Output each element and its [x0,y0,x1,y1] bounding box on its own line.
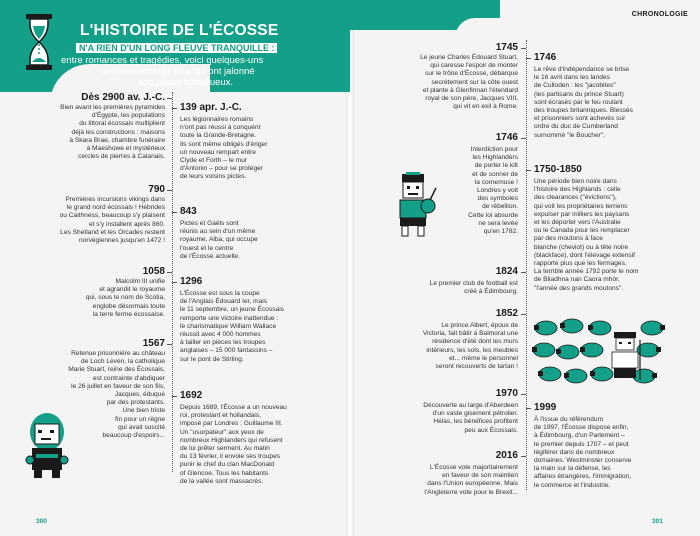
event-text: Pictes et Gaëls sont réunis au sein d'un même royaume, Alba, qui occupe l'ouest et le centre de l'Écosse actuelle. [180,220,258,260]
timeline-tick [521,272,526,273]
event-text: Le prince Albert, époux de Victoria, fait bâtir à Balmoral une résidence d'été dont les murs intérieurs, les sols, les meubles et... même le personnel seront recouverts de tartan ! [422,322,518,371]
timeline-tick [526,170,531,171]
page-number-left: 300 [36,518,47,525]
event-text: Découverte au large d'Aberdeen d'un vaste gisement pétrolier. Hélas, les bénéfices profitent peu aux Écossais. [423,402,518,434]
highlander-piper-figure [388,172,438,238]
event-year: 1746 [495,132,518,143]
timeline-tick [167,98,172,99]
event-text: Bien avant les premières pyramides d'Égypte, les populations du littoral écossais multiplient déjà les constructions : maisons à Skara Brae, chambre funéraire à Maeshowe et mystérieux cercles de pierres à Calanais. [60,104,165,161]
timeline-tick [521,314,526,315]
event-year: 1745 [495,42,518,53]
event-text: Le jeune Charles Édouard Stuart, qui caresse l'espoir de monter sur le trône d'Écosse, débarque secrètement sur la côte ouest et plante à Glenfinnan l'étendard royal de son père, Jacques VIII, qui vit en exil à Rome. [420,54,518,111]
timeline-tick [521,48,526,49]
timeline-axis-right [526,40,527,490]
timeline-tick [167,190,172,191]
subtitle-line-2: entre romances et tragédies, voici quelques-uns [61,55,264,66]
event-year: 1999 [534,402,557,413]
event-text: Premières incursions vikings dans le grand nord écossais ! Hébrides ou Caithness, beaucoup s'y plaisent et s'y installent après 860. Les Shetland et les Orcades restent norvégiennes jusqu'en 1472 ! [59,196,165,245]
timeline-tick [526,408,531,409]
event-year: 790 [148,184,165,195]
timeline-tick [172,212,177,213]
event-year: 843 [180,206,197,217]
event-text: Interdiction pour les Highlanders de porter le kilt et de sonner de la cornemuse ! Londres y voit des symboles de rébellion. Cette loi absurde ne sera levée qu'en 1782. [468,146,518,236]
event-text: Depuis 1689, l'Écosse a un nouveau roi, protestant et hollandais, imposé par Londres : Guillaume III. Un "usurpateur" aux yeux de nombreux Highlanders qui refusent de lui prêter serment. Au matin du 13 février, il envoie ses troupes punir le chef du clan MacDonald of Glencoe. Tous les habitants de la vallée sont massacrés. [180,404,287,485]
subtitle-line-1: N'A RIEN D'UN LONG FLEUVE TRANQUILLE : [76,43,277,53]
sheep-flock-figure [532,318,667,398]
timeline-tick [521,138,526,139]
event-year: 1058 [142,266,165,277]
event-year: 2016 [495,450,518,461]
event-year: 1746 [534,52,557,63]
event-text: Les légionnaires romains n'ont pas réussi à conquérir toute la Grande-Bretagne. Ils sont même obligés d'ériger un nouveau rempart entre Clyde et Forth – le mur d'Antonin – pour se protéger de leurs voisins pictes. [180,116,268,181]
page-number-right: 301 [652,518,663,525]
subtitle-line-4: son passé tumultueux. [138,77,234,88]
marie-stuart-figure [22,410,72,480]
event-text: Retenue prisonnière au château de Loch Leven, la catholique Marie Stuart, reine des Écossais, est contrainte d'abdiquer le 26 juillet en faveur de son fils, Jacques, éduqué par des protestants. Une bien triste fin pour un règne qui avait suscité beaucoup d'espoirs... [68,350,165,440]
timeline-tick [521,394,526,395]
page-title: L'HISTOIRE DE L'ÉCOSSE [80,22,279,39]
subtitle-line-3: des événements clés qui ont jalonné [101,66,255,77]
timeline-tick [172,282,177,283]
timeline-tick [167,272,172,273]
timeline-tick [521,456,526,457]
event-year: 1692 [180,390,203,401]
event-year: 1567 [142,338,165,349]
timeline-tick [526,58,531,59]
hourglass-icon [24,12,54,72]
section-label: CHRONOLOGIE [631,11,688,18]
event-year: 1970 [495,388,518,399]
event-text: L'Écosse vote majoritairement en faveur de son maintien dans l'Union européenne. Mais l'Angleterre vote pour le Brexit... [424,464,518,496]
event-text: Le rêve d'indépendance se brise le 16 avril dans les landes de Culloden : les "jacobites" (les partisans du prince Stuart) sont écrasés par le feu roulant des troupes britanniques. Blessés et prisonniers sont achevés sur ordre du duc de Cumberland surnommé "le Boucher". [534,66,633,139]
event-year: 1296 [180,276,203,287]
event-text: Malcolm III unifie et agrandit le royaume qui, sous le nom de Scotia, englobe désormais toute la terre ferme écossaise. [85,278,165,318]
event-text: À l'issue du référendum de 1997, l'Écosse dispose enfin, à Édimbourg, d'un Parlement – le premier depuis 1707 – et peut légiférer dans de nombreux domaines. Westminster conserve la main sur la défense, les affaires étrangères, l'immigration, le commerce et l'industrie. [534,416,632,489]
event-year: Dès 2900 av. J.-C. [81,92,165,103]
event-text: Une période bien noire dans l'histoire des Highlands : celle des clearances ("évictions"), qui voit les propriétaires terriens expulser par milliers les paysans et les déporter vers l'Australie ou le Canada pour les remplacer par des moutons à face blanche (cheviot) ou à tête noire (blackface), dont l'élevage extensif rapporte plus que les fermages. La terrible année 1792 porte le nom de Bliadhna nan Caora mhòr, "l'année des grands moutons". [534,178,639,292]
timeline-tick [167,344,172,345]
event-year: 139 apr. J.-C. [180,102,242,113]
event-text: Le premier club de football est créé à Édimbourg. [429,280,518,296]
event-year: 1852 [495,308,518,319]
event-year: 1824 [495,266,518,277]
timeline-tick [172,108,177,109]
timeline-tick [172,396,177,397]
event-text: L'Écosse est sous la coupe de l'Anglais Édouard Ier, mais le 11 septembre, un jeune Écossais remporte une victoire inattendue : le charismatique William Wallace réussit avec 4 000 hommes à tailler en pièces les troupes anglaises – 15 000 fantassins – sur le pont de Stirling. [180,290,284,363]
event-year: 1750-1850 [534,164,582,175]
